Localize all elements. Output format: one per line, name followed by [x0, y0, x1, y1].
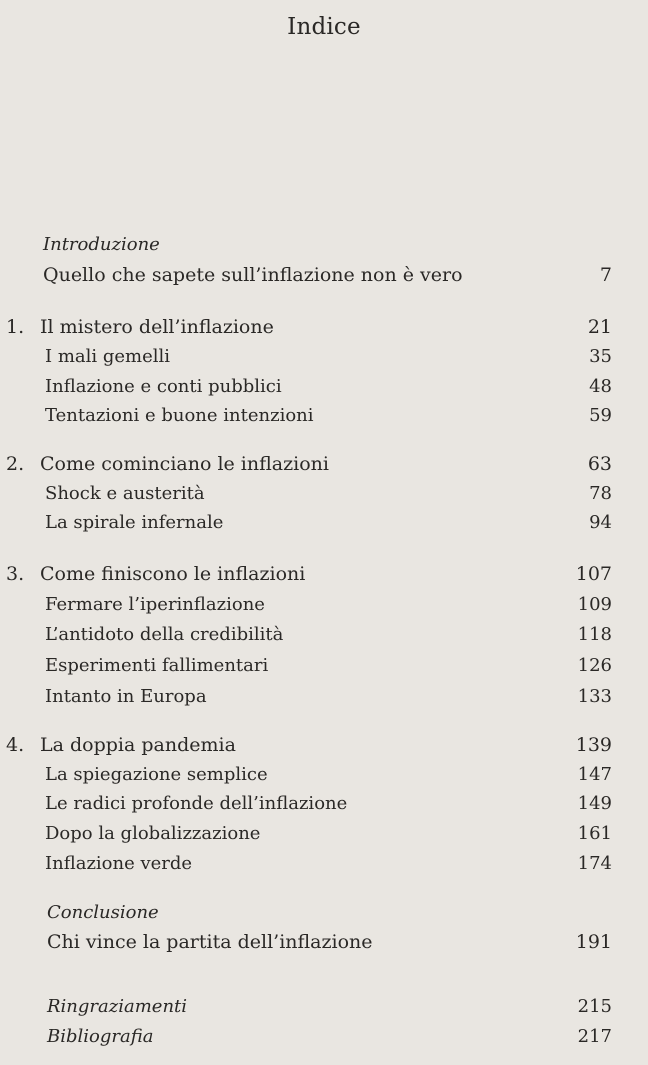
page-number: 107 — [575, 563, 612, 585]
toc-section: Le radici profonde dell’inflazione 149 — [45, 793, 612, 814]
page-number: 191 — [575, 931, 612, 953]
toc-section: I mali gemelli 35 — [45, 346, 612, 367]
toc-chapter-1: 1. Il mistero dell’inflazione 21 — [6, 316, 612, 338]
page-number: 78 — [589, 483, 612, 504]
page-number: 147 — [577, 764, 612, 785]
page-number: 94 — [589, 512, 612, 533]
page-number: 174 — [577, 853, 612, 874]
page-number: 161 — [577, 823, 612, 844]
page-number: 7 — [599, 264, 612, 286]
chapter-number: 2. — [6, 453, 25, 475]
page-number: 133 — [577, 686, 612, 707]
intro-heading: Introduzione — [43, 234, 160, 255]
toc-chapter-2: 2. Come cominciano le inflazioni 63 — [6, 453, 612, 475]
toc-chapter-3: 3. Come finiscono le inflazioni 107 — [6, 563, 612, 585]
page-number: 48 — [589, 376, 612, 397]
toc-section: Inflazione verde 174 — [45, 853, 612, 874]
toc-entry-ringraziamenti: Ringraziamenti 215 — [47, 996, 612, 1017]
page-number: 217 — [577, 1026, 612, 1047]
page-number: 126 — [577, 655, 612, 676]
toc-entry-bibliografia: Bibliografia 217 — [47, 1026, 612, 1047]
toc-section: Tentazioni e buone intenzioni 59 — [45, 405, 612, 426]
conclusion-heading: Conclusione — [47, 902, 159, 923]
toc-chapter-4: 4. La doppia pandemia 139 — [6, 734, 612, 756]
page-number: 59 — [589, 405, 612, 426]
page-title: Indice — [287, 14, 361, 40]
toc-section: La spiegazione semplice 147 — [45, 764, 612, 785]
chapter-number: 1. — [6, 316, 25, 338]
toc-section: La spirale infernale 94 — [45, 512, 612, 533]
page-number: 118 — [577, 624, 612, 645]
page-number: 21 — [587, 316, 612, 338]
page-number: 35 — [589, 346, 612, 367]
toc-section: Inflazione e conti pubblici 48 — [45, 376, 612, 397]
toc-section: Fermare l’iperinflazione 109 — [45, 594, 612, 615]
page-number: 215 — [577, 996, 612, 1017]
page-number: 149 — [577, 793, 612, 814]
toc-section: Shock e austerità 78 — [45, 483, 612, 504]
toc-section: L’antidoto della credibilità 118 — [45, 624, 612, 645]
chapter-number: 4. — [6, 734, 25, 756]
toc-entry-intro: Quello che sapete sull’inflazione non è vero 7 — [43, 264, 612, 286]
page-number: 109 — [577, 594, 612, 615]
toc-section: Intanto in Europa 133 — [45, 686, 612, 707]
page-number: 63 — [587, 453, 612, 475]
toc-section: Esperimenti fallimentari 126 — [45, 655, 612, 676]
toc-entry-conclusion: Chi vince la partita dell’inflazione 191 — [47, 931, 612, 953]
chapter-number: 3. — [6, 563, 25, 585]
toc-section: Dopo la globalizzazione 161 — [45, 823, 612, 844]
page-number: 139 — [575, 734, 612, 756]
